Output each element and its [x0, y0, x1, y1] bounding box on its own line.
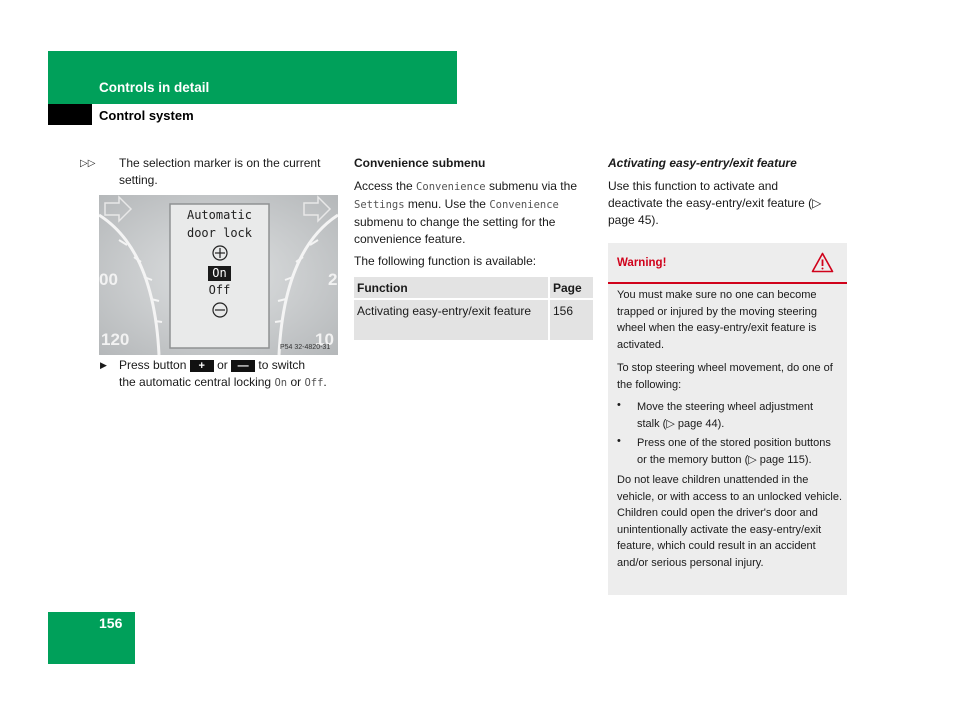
function-table: [354, 277, 593, 340]
plus-button-icon: +: [190, 360, 214, 372]
header-black-tab: [48, 104, 92, 125]
gauge-label-right-bottom: 10: [315, 330, 334, 349]
table-cell-function: Activating easy-entry/exit feature: [354, 300, 550, 340]
warning-box: [608, 243, 847, 595]
warning-paragraph-3: Do not leave children unattended in the vehicle, or with access to an unlocked vehicle. Children could open the driver's door and unintentionally activate the easy-entry/exit feature, which could result in an accident and/or serious personal injury.: [617, 474, 843, 569]
page-number: 156: [99, 615, 123, 631]
table-header-page: Page: [550, 277, 593, 300]
section-title: Controls in detail: [99, 80, 210, 95]
table-cell-page: 156: [550, 300, 593, 340]
display-figure: [99, 195, 338, 355]
function-intro: The following function is available:: [354, 254, 537, 268]
easy-entry-paragraph: Use this function to activate and deactivate the easy-entry/exit feature (▷ page 45).: [608, 179, 822, 227]
convenience-heading: Convenience submenu: [354, 156, 486, 170]
table-header-function: Function: [354, 277, 550, 300]
continue-marker-icon: ▷▷: [80, 158, 96, 169]
header-green-bar: [48, 51, 457, 104]
display-line-1: Automatic: [186, 208, 253, 222]
minus-button-icon: —: [231, 360, 255, 372]
step-instruction: Press button + or — to switch the automatic central locking On or Off.: [119, 358, 327, 389]
display-option-on: On: [212, 266, 227, 280]
easy-entry-heading: Activating easy-entry/exit feature: [608, 156, 797, 170]
table-row: [354, 300, 593, 340]
step-marker-icon: ▶: [100, 360, 107, 370]
warning-header: [608, 243, 847, 284]
intro-text: The selection marker is on the current setting.: [119, 156, 321, 187]
figure-code: P54 32-4820-31: [280, 344, 331, 351]
convenience-paragraph: Access the Convenience submenu via the Settings menu. Use the Convenience submenu to change the setting for the convenience feature.: [354, 179, 577, 246]
warning-triangle-icon: [811, 252, 834, 273]
gauge-label-right-top: 2: [328, 270, 338, 289]
warning-title: Warning!: [617, 257, 667, 269]
gauge-label-left-top: 00: [99, 270, 118, 289]
warning-paragraph-2: To stop steering wheel movement, do one of the following:: [617, 362, 833, 391]
warning-paragraph-1: You must make sure no one can become trapped or injured by the moving steering wheel when the easy-entry/exit feature is activated.: [617, 289, 817, 351]
warning-bullet-1: Move the steering wheel adjustment stalk (▷ page 44).: [637, 401, 814, 430]
bullet-icon: •: [617, 435, 621, 447]
display-line-2: door lock: [186, 226, 253, 240]
gauge-label-left-bottom: 120: [101, 330, 130, 349]
section-subtitle: Control system: [99, 108, 194, 123]
display-option-off: Off: [208, 283, 231, 297]
bullet-icon: •: [617, 399, 621, 411]
warning-bullet-2: Press one of the stored position buttons or the memory button (▷ page 115).: [637, 437, 831, 466]
